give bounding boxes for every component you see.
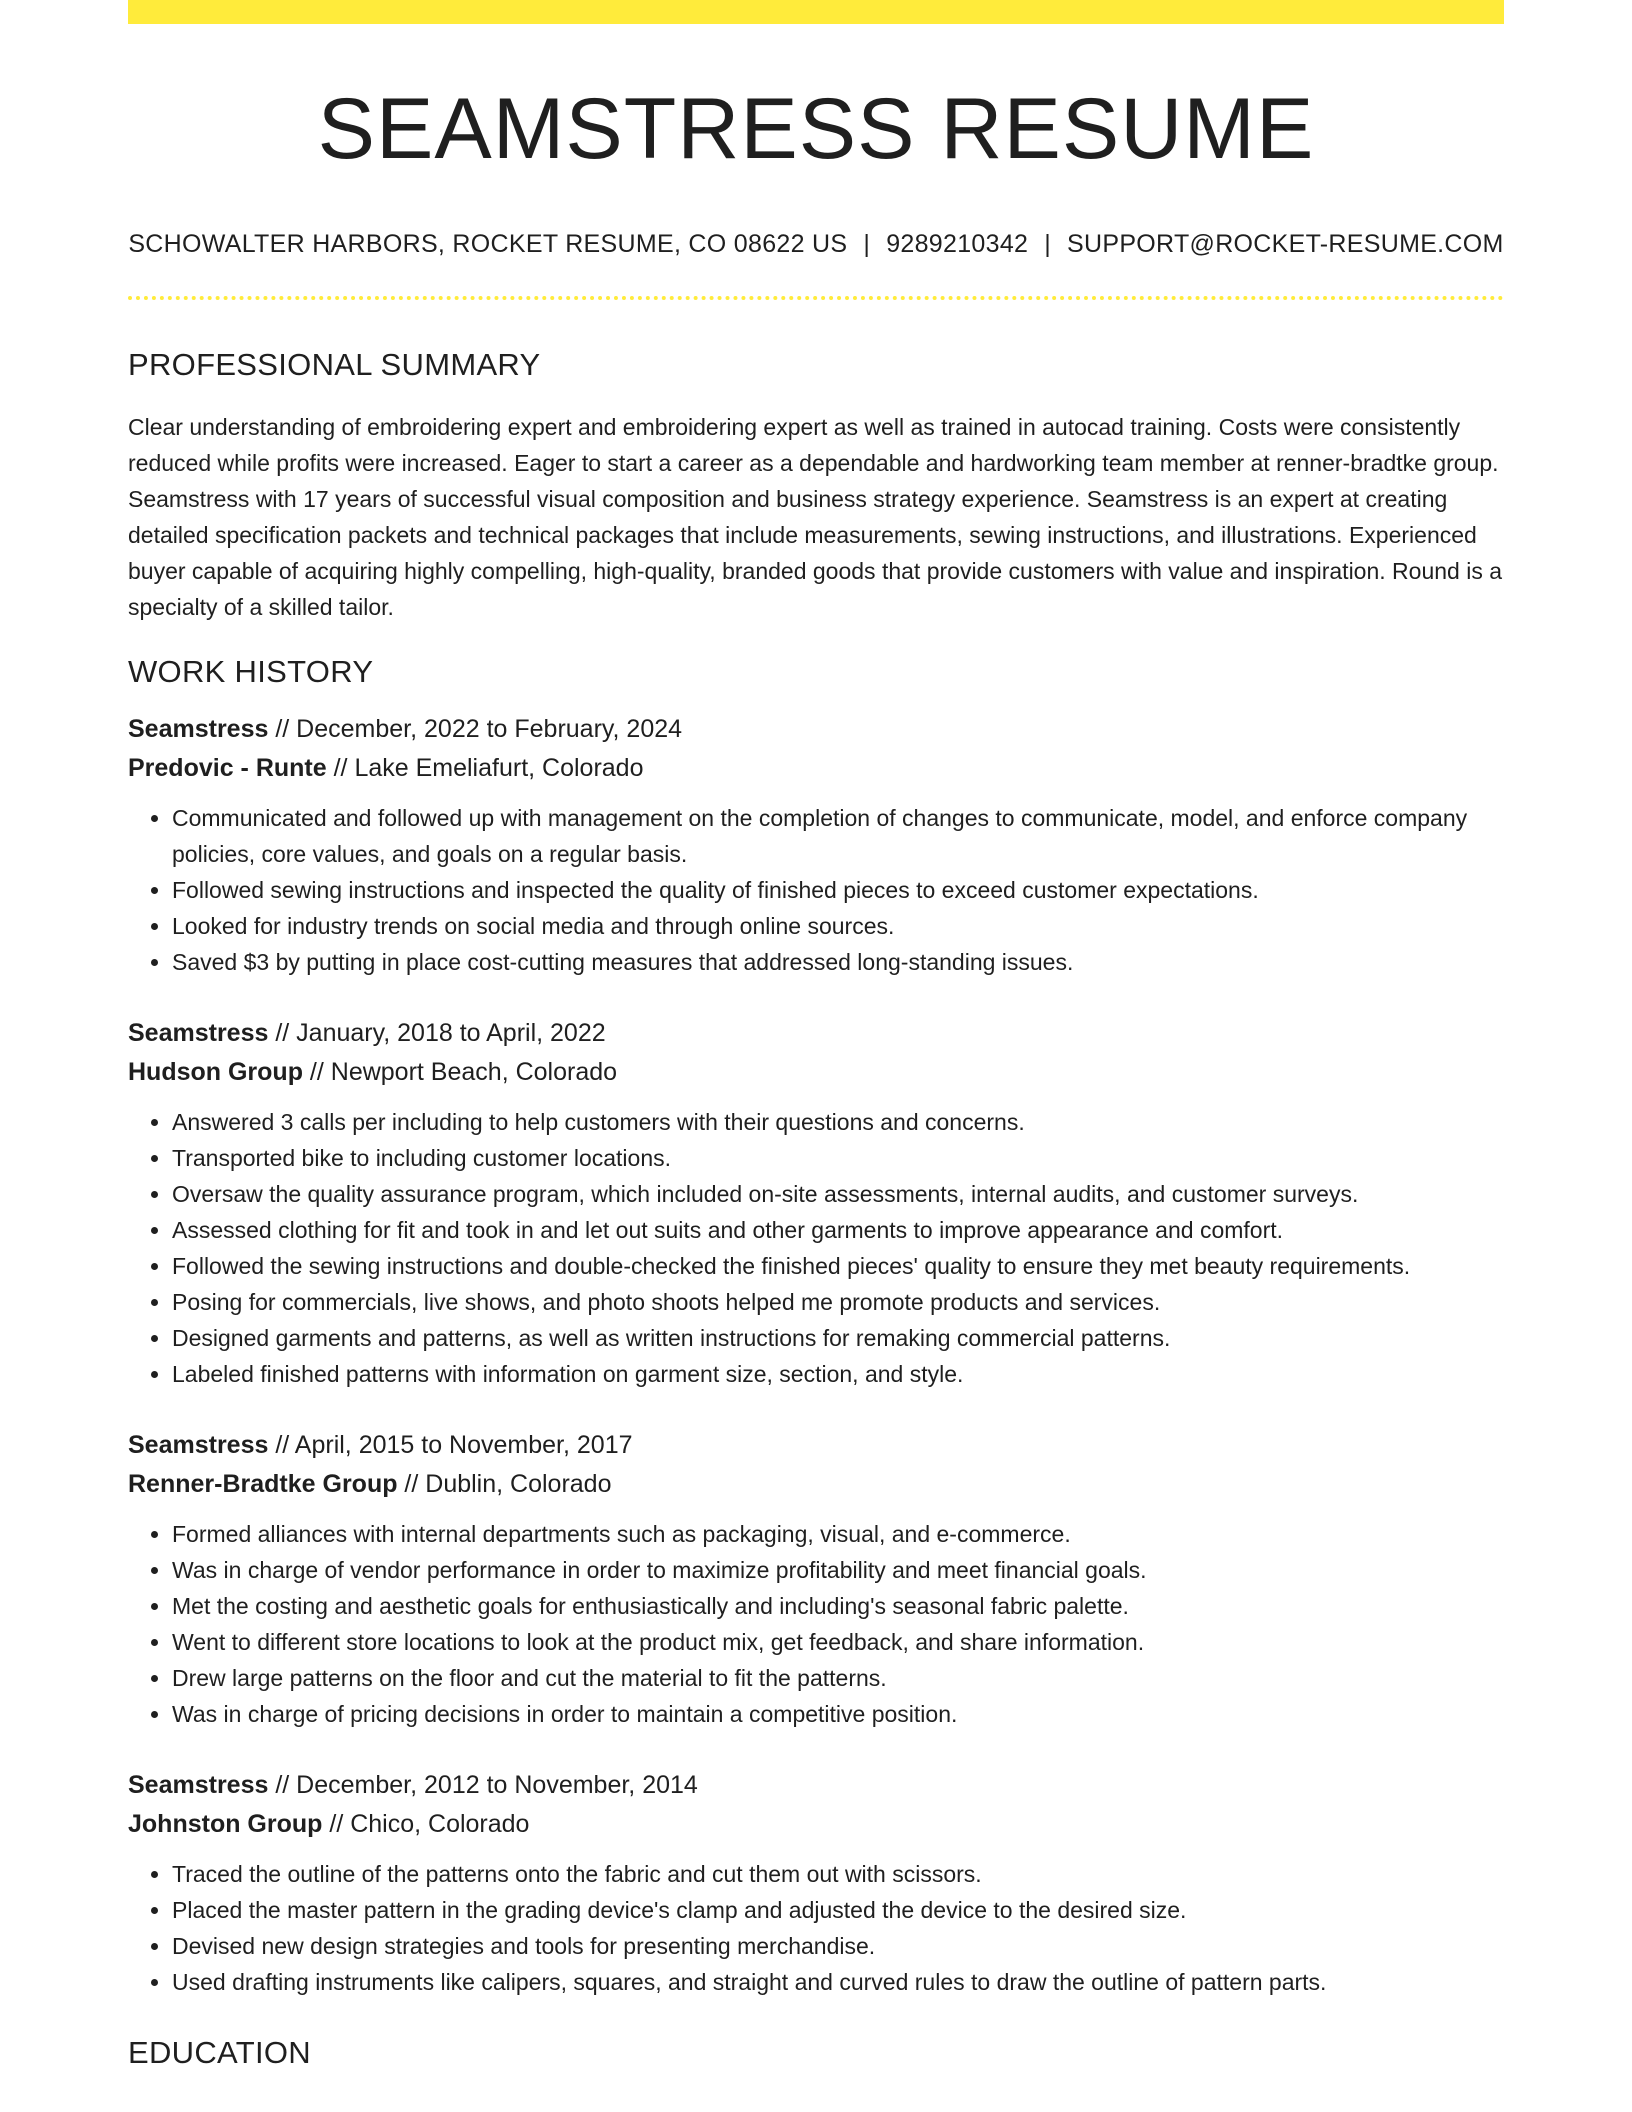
job-company: Johnston Group	[128, 1809, 323, 1838]
dotted-divider	[128, 296, 1504, 300]
job-bullet: • Oversaw the quality assurance program, which included on-site assessments, internal audits, and customer surveys.	[172, 1176, 1504, 1212]
job-entry	[128, 710, 1504, 980]
contact-address: SCHOWALTER HARBORS, ROCKET RESUME, CO 08622 US	[128, 229, 848, 258]
job-bullet: • Posing for commercials, live shows, and photo shoots helped me promote products and services.	[172, 1284, 1504, 1320]
job-company-line	[128, 749, 1504, 788]
job-location: // Chico, Colorado	[322, 1809, 530, 1838]
contact-line	[128, 229, 1504, 259]
job-role: Seamstress	[128, 1430, 269, 1459]
job-company: Hudson Group	[128, 1057, 303, 1086]
job-dates: // April, 2015 to November, 2017	[268, 1430, 633, 1459]
job-location: // Lake Emeliafurt, Colorado	[326, 753, 644, 782]
job-bullet: • Transported bike to including customer locations.	[172, 1140, 1504, 1176]
job-bullet-list	[128, 1516, 1504, 1732]
job-bullet: • Devised new design strategies and tools for presenting merchandise.	[172, 1928, 1504, 1964]
resume-page	[128, 0, 1504, 2071]
job-bullet: • Labeled finished patterns with information on garment size, section, and style.	[172, 1356, 1504, 1392]
work-history-list	[128, 710, 1504, 2000]
job-role-line	[128, 1766, 1504, 1805]
job-company: Renner-Bradtke Group	[128, 1469, 398, 1498]
job-bullet: • Placed the master pattern in the grading device's clamp and adjusted the device to the desired size.	[172, 1892, 1504, 1928]
job-entry	[128, 1426, 1504, 1732]
job-bullet: • Drew large patterns on the floor and cut the material to fit the patterns.	[172, 1660, 1504, 1696]
job-bullet: • Met the costing and aesthetic goals for enthusiastically and including's seasonal fabric palette.	[172, 1588, 1504, 1624]
job-company-line	[128, 1465, 1504, 1504]
summary-text: Clear understanding of embroidering expert and embroidering expert as well as trained in autocad training. Costs were consistently reduced while profits were increased. Eager to start a career as a dependable and hardworking team member at renner-bradtke group. Seamstress with 17 years of successful visual composition and business strategy experience. Seamstress is an expert at creating detailed specification packets and technical packages that include measurements, sewing instructions, and illustrations. Experienced buyer capable of acquiring highly compelling, high-quality, branded goods that provide customers with value and inspiration. Round is a specialty of a skilled tailor.	[128, 413, 1503, 620]
job-bullet: • Looked for industry trends on social media and through online sources.	[172, 908, 1504, 944]
accent-top-bar	[128, 0, 1504, 24]
job-bullet: • Answered 3 calls per including to help customers with their questions and concerns.	[172, 1104, 1504, 1140]
job-bullet: • Was in charge of vendor performance in order to maximize profitability and meet financial goals.	[172, 1552, 1504, 1588]
job-dates: // December, 2012 to November, 2014	[268, 1770, 698, 1799]
job-role-line	[128, 1014, 1504, 1053]
contact-email[interactable]: SUPPORT@ROCKET-RESUME.COM	[1067, 229, 1504, 258]
job-role-line	[128, 1426, 1504, 1465]
job-company: Predovic - Runte	[128, 753, 327, 782]
job-bullet-list	[128, 800, 1504, 980]
education-heading: EDUCATION	[128, 2034, 311, 2070]
contact-separator: |	[1044, 229, 1052, 258]
job-bullet: • Formed alliances with internal departments such as packaging, visual, and e-commerce.	[172, 1516, 1504, 1552]
job-role: Seamstress	[128, 1770, 269, 1799]
job-role: Seamstress	[128, 714, 269, 743]
job-bullet: • Followed the sewing instructions and double-checked the finished pieces' quality to ensure they met beauty requirements.	[172, 1248, 1504, 1284]
work-history-heading: WORK HISTORY	[128, 653, 374, 689]
job-bullet: • Communicated and followed up with management on the completion of changes to communicate, model, and enforce company policies, core values, and goals on a regular basis.	[172, 800, 1504, 872]
job-bullet-list	[128, 1104, 1504, 1392]
job-company-line	[128, 1805, 1504, 1844]
job-bullet: • Used drafting instruments like calipers, squares, and straight and curved rules to draw the outline of pattern parts.	[172, 1964, 1504, 2000]
job-bullet-list	[128, 1856, 1504, 2000]
job-bullet: • Was in charge of pricing decisions in order to maintain a competitive position.	[172, 1696, 1504, 1732]
job-dates: // December, 2022 to February, 2024	[268, 714, 683, 743]
job-dates: // January, 2018 to April, 2022	[268, 1018, 606, 1047]
summary-heading: PROFESSIONAL SUMMARY	[128, 346, 541, 382]
job-bullet: • Traced the outline of the patterns onto the fabric and cut them out with scissors.	[172, 1856, 1504, 1892]
job-location: // Newport Beach, Colorado	[302, 1057, 618, 1086]
job-entry	[128, 1014, 1504, 1392]
job-role-line	[128, 710, 1504, 749]
job-role: Seamstress	[128, 1018, 269, 1047]
contact-separator: |	[863, 229, 871, 258]
contact-phone[interactable]: 9289210342	[886, 229, 1029, 258]
job-bullet: • Assessed clothing for fit and took in and let out suits and other garments to improve appearance and comfort.	[172, 1212, 1504, 1248]
job-entry	[128, 1766, 1504, 2000]
resume-title: SEAMSTRESS RESUME	[317, 81, 1315, 177]
job-bullet: • Followed sewing instructions and inspected the quality of finished pieces to exceed customer expectations.	[172, 872, 1504, 908]
job-company-line	[128, 1053, 1504, 1092]
job-bullet: • Saved $3 by putting in place cost-cutting measures that addressed long-standing issues.	[172, 944, 1504, 980]
job-location: // Dublin, Colorado	[397, 1469, 612, 1498]
job-bullet: • Went to different store locations to look at the product mix, get feedback, and share information.	[172, 1624, 1504, 1660]
job-bullet: • Designed garments and patterns, as well as written instructions for remaking commercial patterns.	[172, 1320, 1504, 1356]
